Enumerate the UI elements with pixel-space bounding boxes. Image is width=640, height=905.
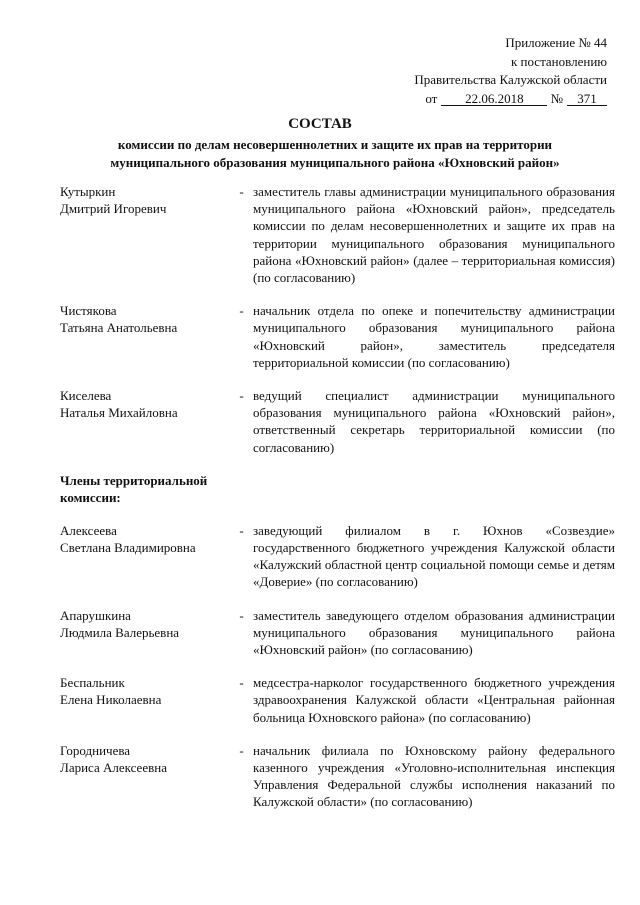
member-surname: Киселева [60,388,112,404]
member-given-name: Наталья Михайловна [60,405,178,421]
member-entry [60,607,615,659]
member-surname: Городничева [60,742,131,758]
member-name [60,742,230,776]
member-name [60,302,230,336]
member-surname: Апарушкина [60,607,131,623]
member-surname: Беспальник [60,675,125,691]
member-name [60,522,230,556]
member-entry [60,522,615,591]
member-given-name: Людмила Валерьевна [60,624,180,640]
member-role: начальник отдела по опеке и попечительству администрации муниципального образования муниципального района «Юхновский район», заместитель председателя территориальной комиссии (по согласованию) [253,303,615,370]
appendix-government: Правительства Калужской области [414,72,607,87]
appendix-dateline [414,90,607,109]
resolution-number: 371 [567,92,607,106]
title-subtitle-line-1: комиссии по делам несовершеннолетних и защите их прав на территории [117,137,553,152]
member-given-name: Елена Николаевна [60,692,162,708]
appendix-block [414,34,607,108]
dash-separator: - [239,522,244,538]
member-role: медсестра-нарколог государственного бюджетного учреждения здравоохранения Калужской области «Центральная районная больница Юхновского района» (по согласованию) [253,675,615,725]
member-name [60,674,230,708]
member-surname: Алексеева [60,522,117,538]
member-role: начальник филиала по Юхновскому району федерального казенного учреждения «Уголовно-исполнительная инспекция Управления Федеральной службы исполнения наказаний по Калужской области» (по согласованию) [253,742,615,810]
member-given-name: Светлана Владимировна [60,540,196,556]
member-given-name: Дмитрий Игоревич [60,201,167,217]
document-title [0,114,640,172]
member-role: ведущий специалист администрации муниципального образования муниципального района «Юхновский район», ответственный секретарь территориальной комиссии (по согласованию) [253,388,615,455]
member-role: заместитель заведующего отделом образования администрации муниципального образования муниципального района «Юхновский район» (по согласованию) [253,607,615,658]
number-prefix: № [550,90,563,106]
member-entry [60,742,615,811]
date-prefix: от [425,90,438,106]
member-name [60,387,230,421]
dash-separator: - [239,388,244,404]
member-role: заместитель главы администрации муниципального образования муниципального района «Юхновский район», председатель комиссии по делам несовершеннолетних и защите их прав на территории муниципального образования муниципального района «Юхновский район» (далее – территориальная комиссия) (по согласованию) [253,184,615,286]
member-given-name: Лариса Алексеевна [60,760,167,776]
title-subtitle-line-2: муниципального образования муниципального района «Юхновский район» [110,155,560,170]
leader-entry [60,387,615,456]
dash-separator: - [239,675,244,691]
appendix-number: Приложение № 44 [505,35,607,50]
member-name [60,183,230,217]
members-section-heading: Члены территориальной комиссии: [60,472,208,505]
member-entry [60,674,615,726]
member-surname: Чистякова [60,303,117,319]
member-surname: Кутыркин [60,184,116,199]
dash-separator: - [239,742,244,758]
dash-separator: - [239,184,244,199]
dash-separator: - [239,607,244,623]
member-given-name: Татьяна Анатольевна [60,320,178,336]
member-name [60,607,230,641]
title-heading: СОСТАВ [288,116,352,132]
resolution-date: 22.06.2018 [441,92,547,106]
leader-entry [60,302,615,371]
leader-entry [60,183,615,286]
appendix-resolution-label: к постановлению [510,53,607,69]
commission-list [60,183,615,827]
member-role: заведующий филиалом в г. Юхнов «Созвездие» государственного бюджетного учреждения Калужской области «Калужский областной центр социальной помощи семье и детям «Доверие» (по согласованию) [253,522,615,590]
dash-separator: - [239,303,244,319]
